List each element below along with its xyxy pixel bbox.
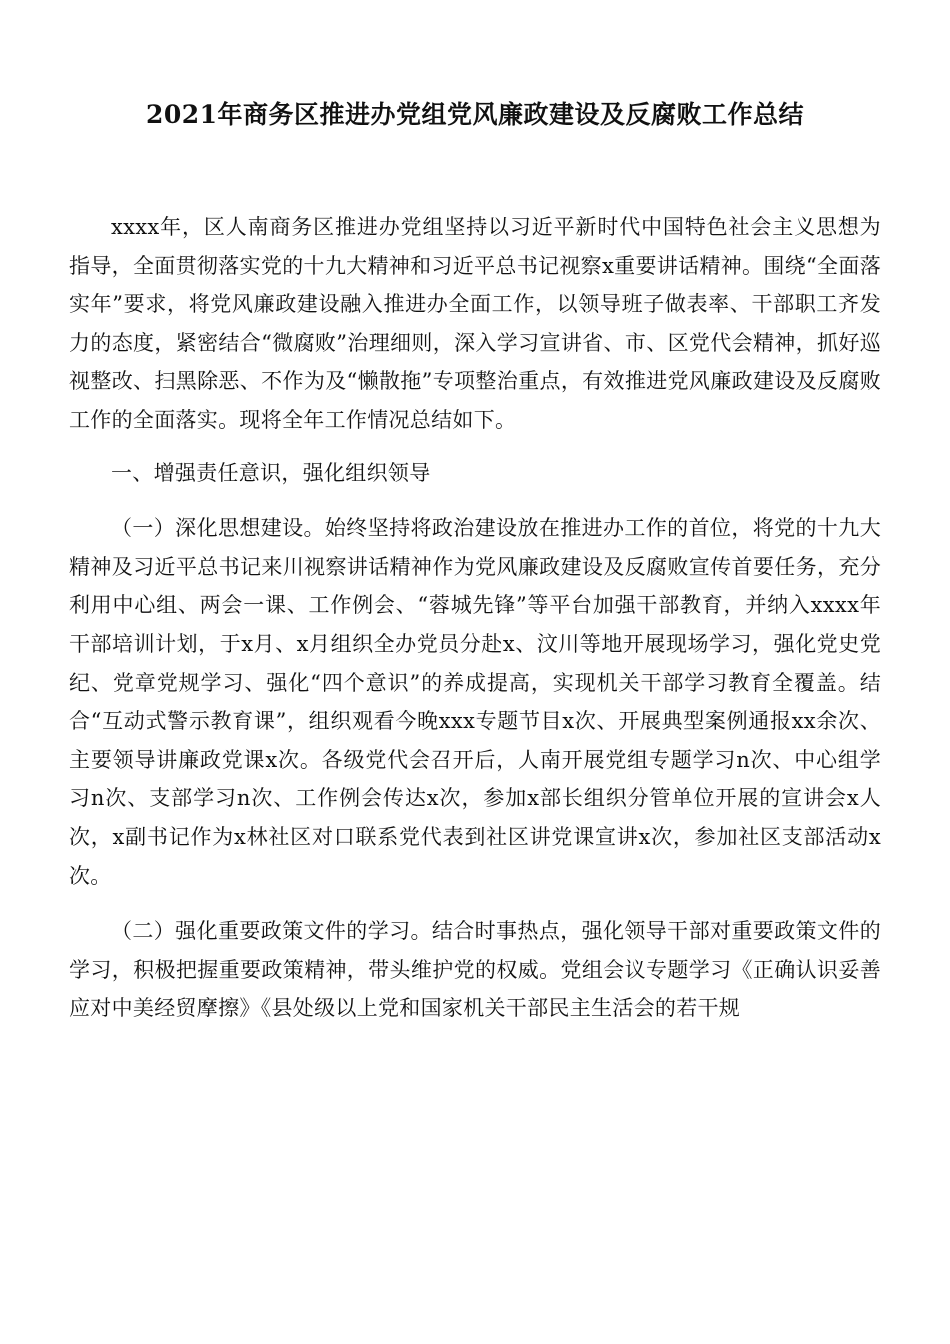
intro-paragraph: xxxx年，区人南商务区推进办党组坚持以习近平新时代中国特色社会主义思想为指导，全面贯彻落实党的十九大精神和习近平总书记视察x重要讲话精神。围绕“全面落实年”要求，将党风廉政建设融入推进办全面工作，以领导班子做表率、干部职工齐发力的态度，紧密结合“微腐败”治理细则，深入学习宣讲省、市、区党代会精神，抓好巡视整改、扫黑除恶、不作为及“懒散拖”专项整治重点，有效推进党风廉政建设及反腐败工作的全面落实。现将全年工作情况总结如下。 — [69, 215, 881, 432]
document-title: 2021年商务区推进办党组党风廉政建设及反腐败工作总结 — [145, 100, 805, 129]
section-heading: 一、增强责任意识，强化组织领导 — [111, 460, 431, 485]
section-item-paragraph: （二）强化重要政策文件的学习。结合时事热点，强化领导干部对重要政策文件的学习，积极把握重要政策精神，带头维护党的权威。党组会议专题学习《正确认识妥善应对中美经贸摩擦》《县处级以上党和国家机关干部民主生活会的若干规 — [69, 919, 881, 1021]
section-item-paragraph: （一）深化思想建设。始终坚持将政治建设放在推进办工作的首位，将党的十九大精神及习近平总书记来川视察讲话精神作为党风廉政建设及反腐败宣传首要任务，充分利用中心组、两会一课、工作例会、“蓉城先锋”等平台加强干部教育，并纳入xxxx年干部培训计划，于x月、x月组织全办党员分赴x、汶川等地开展现场学习，强化党史党纪、党章党规学习、强化“四个意识”的养成提高，实现机关干部学习教育全覆盖。结合“互动式警示教育课”，组织观看今晚xxx专题节目x次、开展典型案例通报xx余次、主要领导讲廉政党课x次。各级党代会召开后，人南开展党组专题学习n次、中心组学习n次、支部学习n次、工作例会传达x次，参加x部长组织分管单位开展的宣讲会x人次，x副书记作为x林社区对口联系党代表到社区讲党课宣讲x次，参加社区支部活动x次。 — [69, 516, 881, 888]
document-body — [69, 208, 881, 1028]
